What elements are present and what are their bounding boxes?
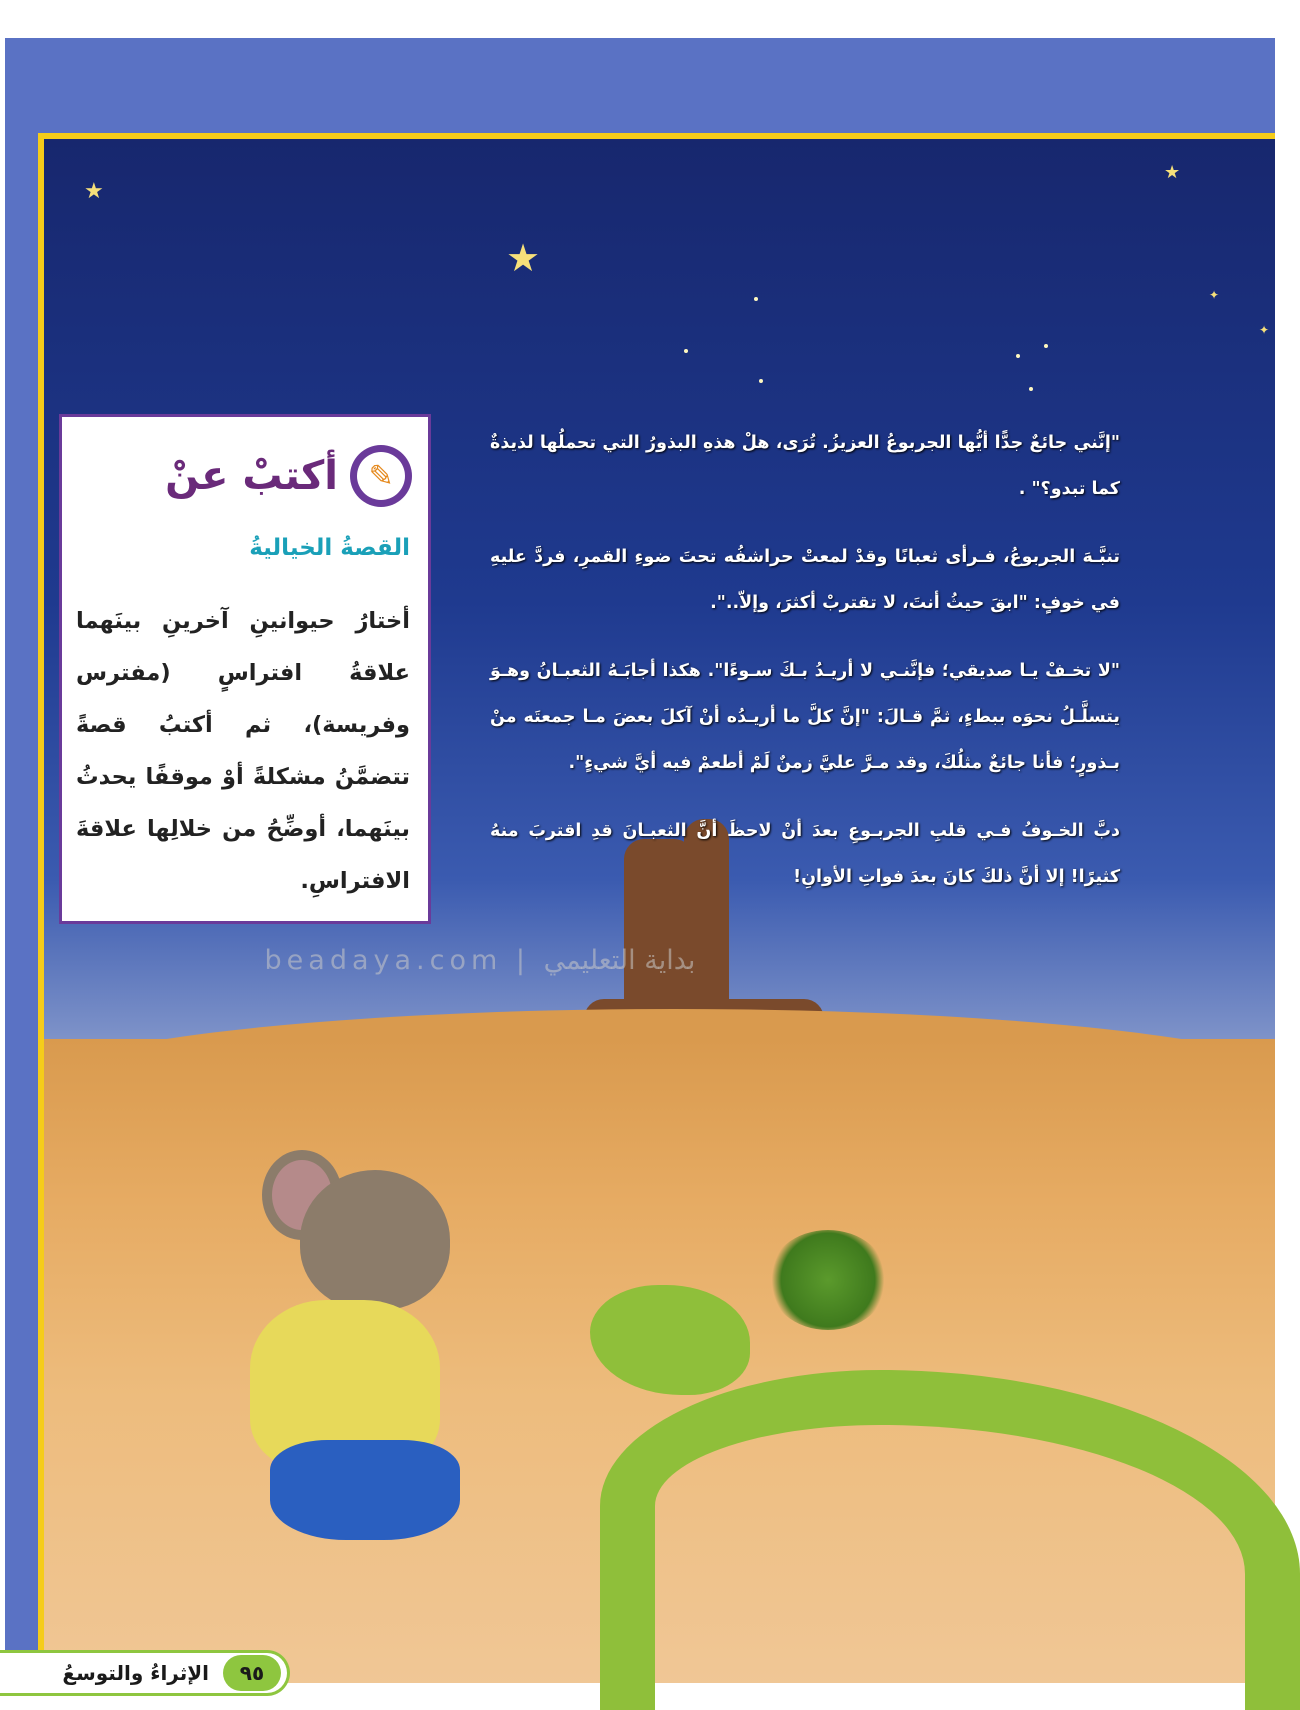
story-paragraph: دبَّ الخـوفُ فـي قلبِ الجربـوعِ بعدَ أنْ لاحظَ أنَّ الثعبـانَ قدِ اقتربَ منهُ كثيرًا! إلا أنَّ ذلكَ كانَ بعدَ فواتِ الأوانِ! [490,821,1120,887]
page-footer [0,1650,290,1696]
bush-illustration [768,1230,888,1330]
star-dot [1016,354,1020,358]
star-icon: ✦ [1209,288,1220,302]
card-body: أختارُ حيوانينِ آخرينِ بينَهما علاقةُ افتراسٍ (مفترس وفريسة)، ثم أكتبُ قصةً تتضمَّنُ مشكلةً أوْ موقفًا يحدثُ بينَهما، أوضِّحُ من خلالِها علاقةَ الافتراسِ. [76,608,410,894]
mouse-head [300,1170,450,1310]
card-subtitle: القصةُ الخياليةُ [249,535,410,561]
story-paragraph: تنبَّـهَ الجربوعُ، فـرأى ثعبانًا وقدْ لمعتْ حراشفُه تحتَ ضوءِ القمرِ، فردَّ عليهِ في خوفٍ: "ابقَ حيثُ أنتَ، لا تقتربْ أكثرَ، وإلاّ..". [490,547,1120,613]
watermark: beadaya.com | بداية التعليمي [264,945,696,976]
card-title: أكتبْ عنْ [165,453,338,499]
star-dot [1029,387,1033,391]
mouse-pants [270,1440,460,1540]
section-name: الإثراءُ والتوسعُ [62,1661,209,1685]
star-dot [754,297,758,301]
card-header [165,445,412,507]
story-paragraph: "إنَّني جائعٌ جدًّا أيُّها الجربوعُ العزيزُ. تُرَى، هلْ هذهِ البذورُ التي تحملُها لذيذةٌ كما تبدو؟" . [490,433,1120,499]
star-icon: ★ [506,236,541,280]
pencil-icon-inner: ✎ [357,452,405,500]
top-band [5,38,1275,133]
story-text [490,420,1120,922]
page-number: ٩٥ [223,1655,281,1691]
star-dot [1044,344,1048,348]
star-icon: ✦ [1259,323,1270,337]
story-paragraph: "لا تخـفْ يـا صديقي؛ فإنَّنـي لا أريـدُ بـكَ سـوءًا". هكذا أجابَـهُ الثعبـانُ وهـوَ يتسلَّـلُ نحوَه ببطءٍ، ثمَّ قـالَ: "إنَّ كلَّ ما أريـدُه أنْ آكلَ بعضَ مـا جمعتَه منْ بـذورٍ؛ فأنا جائعٌ مثلُكَ، وقد مـرَّ عليَّ زمنٌ لَمْ أطعمْ فيه أيَّ شيءٍ". [490,661,1120,773]
star-icon: ★ [84,179,104,204]
pencil-icon [350,445,412,507]
writing-task-card [59,414,431,924]
star-dot [759,379,763,383]
star-icon: ★ [1164,162,1181,183]
star-dot [684,349,688,353]
